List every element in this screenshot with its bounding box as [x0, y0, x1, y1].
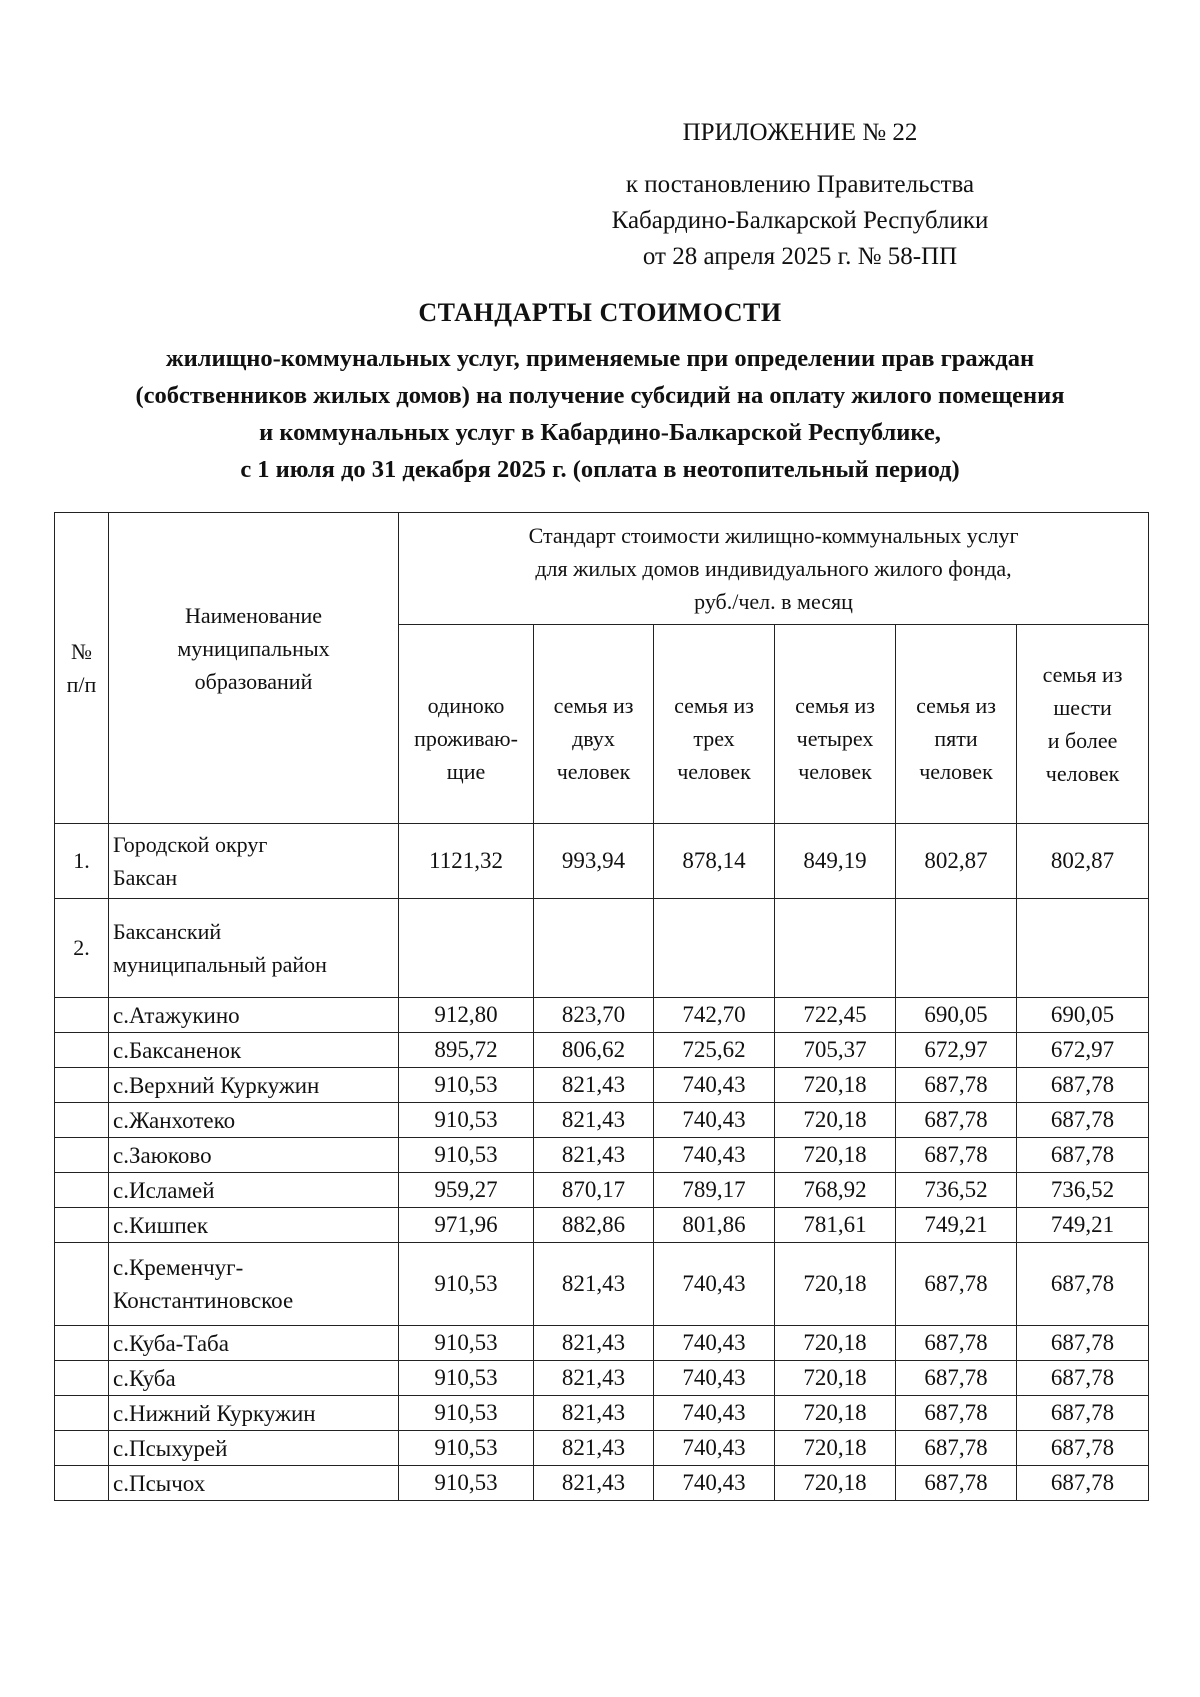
- row-index: [55, 1033, 109, 1068]
- row-value: 687,78: [896, 1068, 1017, 1103]
- row-value: 910,53: [399, 1431, 534, 1466]
- appendix-number: ПРИЛОЖЕНИЕ № 22: [682, 119, 918, 146]
- row-value: 849,19: [775, 824, 896, 899]
- row-value: 705,37: [775, 1033, 896, 1068]
- row-name: с.Исламей: [109, 1173, 399, 1208]
- subtitle-line: (собственников жилых домов) на получение субсидий на оплату жилого помещения: [135, 382, 1065, 409]
- table-body: [55, 824, 1149, 1501]
- row-value: 821,43: [534, 1243, 654, 1326]
- row-value: 910,53: [399, 1138, 534, 1173]
- row-value: 910,53: [399, 1466, 534, 1501]
- row-value: 806,62: [534, 1033, 654, 1068]
- row-value: 736,52: [896, 1173, 1017, 1208]
- row-value: 725,62: [654, 1033, 775, 1068]
- row-name: с.Псыхурей: [109, 1431, 399, 1466]
- table-row: [55, 1033, 1149, 1068]
- row-value: 687,78: [896, 1243, 1017, 1326]
- row-name: с.Нижний Куркужин: [109, 1396, 399, 1431]
- row-name: с.Жанхотеко: [109, 1103, 399, 1138]
- table-row: [55, 824, 1149, 899]
- row-value: 720,18: [775, 1361, 896, 1396]
- table-row: [55, 1466, 1149, 1501]
- table-row: [55, 1103, 1149, 1138]
- row-value: 687,78: [896, 1396, 1017, 1431]
- row-value: 768,92: [775, 1173, 896, 1208]
- subtitle-line: с 1 июля до 31 декабря 2025 г. (оплата в неотопительный период): [240, 456, 960, 483]
- row-value: 720,18: [775, 1466, 896, 1501]
- header-family-6-plus: семья из шести и более человек: [1017, 625, 1149, 824]
- row-value: 740,43: [654, 1466, 775, 1501]
- row-index: [55, 1208, 109, 1243]
- row-value: 802,87: [896, 824, 1017, 899]
- row-value: 910,53: [399, 1103, 534, 1138]
- row-value: 789,17: [654, 1173, 775, 1208]
- row-index: [55, 1431, 109, 1466]
- row-value: 910,53: [399, 1326, 534, 1361]
- row-value: [534, 899, 654, 998]
- subtitle-line: жилищно-коммунальных услуг, применяемые при определении прав граждан: [165, 345, 1035, 372]
- row-name: с.Верхний Куркужин: [109, 1068, 399, 1103]
- row-value: 821,43: [534, 1326, 654, 1361]
- row-value: 740,43: [654, 1243, 775, 1326]
- row-value: 687,78: [896, 1431, 1017, 1466]
- row-value: 720,18: [775, 1396, 896, 1431]
- row-value: 687,78: [1017, 1431, 1149, 1466]
- row-name: с.Баксаненок: [109, 1033, 399, 1068]
- table-header: [55, 513, 1149, 824]
- row-name: с.Куба: [109, 1361, 399, 1396]
- row-value: 910,53: [399, 1361, 534, 1396]
- appendix-date: от 28 апреля 2025 г. № 58-ПП: [642, 243, 958, 270]
- row-name: Городской округ Баксан: [109, 824, 399, 899]
- row-value: 742,70: [654, 998, 775, 1033]
- row-value: 720,18: [775, 1138, 896, 1173]
- row-value: 722,45: [775, 998, 896, 1033]
- row-index: [55, 998, 109, 1033]
- row-value: 895,72: [399, 1033, 534, 1068]
- row-value: 687,78: [896, 1103, 1017, 1138]
- row-value: 740,43: [654, 1138, 775, 1173]
- row-index: [55, 1103, 109, 1138]
- row-value: 720,18: [775, 1103, 896, 1138]
- row-index: [55, 1138, 109, 1173]
- row-value: 781,61: [775, 1208, 896, 1243]
- table-row: [55, 1243, 1149, 1326]
- row-value: 720,18: [775, 1243, 896, 1326]
- row-value: [775, 899, 896, 998]
- row-value: 687,78: [1017, 1138, 1149, 1173]
- row-value: 823,70: [534, 998, 654, 1033]
- row-value: 801,86: [654, 1208, 775, 1243]
- row-value: [1017, 899, 1149, 998]
- row-value: 993,94: [534, 824, 654, 899]
- document-subtitle: [40, 340, 1160, 488]
- appendix-republic: Кабардино-Балкарской Республики: [611, 207, 989, 234]
- header-single: одиноко проживаю- щие: [399, 625, 534, 824]
- row-value: [654, 899, 775, 998]
- row-name: с.Куба-Таба: [109, 1326, 399, 1361]
- row-index: 2.: [55, 899, 109, 998]
- row-value: 971,96: [399, 1208, 534, 1243]
- row-value: 870,17: [534, 1173, 654, 1208]
- row-index: [55, 1466, 109, 1501]
- document-title: СТАНДАРТЫ СТОИМОСТИ: [418, 298, 782, 327]
- row-value: 687,78: [1017, 1068, 1149, 1103]
- row-value: 802,87: [1017, 824, 1149, 899]
- row-name: с.Кишпек: [109, 1208, 399, 1243]
- header-family-2: семья из двух человек: [534, 625, 654, 824]
- row-value: 882,86: [534, 1208, 654, 1243]
- row-value: 687,78: [896, 1138, 1017, 1173]
- row-index: [55, 1243, 109, 1326]
- row-value: 959,27: [399, 1173, 534, 1208]
- table-row: [55, 1361, 1149, 1396]
- row-value: 687,78: [896, 1326, 1017, 1361]
- header-municipality: Наименование муниципальных образований: [109, 513, 399, 824]
- row-value: 687,78: [1017, 1103, 1149, 1138]
- table-row: [55, 998, 1149, 1033]
- row-value: 910,53: [399, 1243, 534, 1326]
- table-row: [55, 1208, 1149, 1243]
- row-value: 687,78: [1017, 1326, 1149, 1361]
- row-value: 821,43: [534, 1103, 654, 1138]
- table-row: [55, 1138, 1149, 1173]
- row-value: 720,18: [775, 1326, 896, 1361]
- row-name: с.Кременчуг- Константиновское: [109, 1243, 399, 1326]
- row-value: 821,43: [534, 1138, 654, 1173]
- row-value: 749,21: [896, 1208, 1017, 1243]
- row-value: [399, 899, 534, 998]
- row-value: 687,78: [896, 1361, 1017, 1396]
- row-value: 1121,32: [399, 824, 534, 899]
- header-cost-standard: Стандарт стоимости жилищно-коммунальных услуг для жилых домов индивидуального жилого фонда, руб./чел. в месяц: [399, 513, 1149, 625]
- row-value: 740,43: [654, 1396, 775, 1431]
- row-name: Баксанский муниципальный район: [109, 899, 399, 998]
- subtitle-line: и коммунальных услуг в Кабардино-Балкарской Республике,: [259, 419, 941, 446]
- row-value: 821,43: [534, 1431, 654, 1466]
- row-value: 672,97: [896, 1033, 1017, 1068]
- table-row: [55, 1068, 1149, 1103]
- row-value: 687,78: [1017, 1396, 1149, 1431]
- header-family-5: семья из пяти человек: [896, 625, 1017, 824]
- table-row: [55, 1431, 1149, 1466]
- row-value: 720,18: [775, 1068, 896, 1103]
- row-value: 690,05: [1017, 998, 1149, 1033]
- row-value: 687,78: [1017, 1466, 1149, 1501]
- table-row: [55, 1326, 1149, 1361]
- row-index: [55, 1173, 109, 1208]
- row-value: [896, 899, 1017, 998]
- row-index: 1.: [55, 824, 109, 899]
- row-value: 878,14: [654, 824, 775, 899]
- row-value: 740,43: [654, 1361, 775, 1396]
- row-value: 821,43: [534, 1361, 654, 1396]
- table-row: [55, 899, 1149, 998]
- row-value: 912,80: [399, 998, 534, 1033]
- cost-standards-table: [54, 512, 1149, 1501]
- row-value: 720,18: [775, 1431, 896, 1466]
- row-value: 821,43: [534, 1466, 654, 1501]
- table-row: [55, 1173, 1149, 1208]
- row-value: 740,43: [654, 1068, 775, 1103]
- row-index: [55, 1396, 109, 1431]
- row-value: 690,05: [896, 998, 1017, 1033]
- row-value: 910,53: [399, 1396, 534, 1431]
- row-value: 736,52: [1017, 1173, 1149, 1208]
- row-name: с.Заюково: [109, 1138, 399, 1173]
- row-value: 672,97: [1017, 1033, 1149, 1068]
- row-value: 821,43: [534, 1068, 654, 1103]
- table-row: [55, 1396, 1149, 1431]
- row-value: 687,78: [1017, 1361, 1149, 1396]
- row-index: [55, 1068, 109, 1103]
- appendix-resolution: к постановлению Правительства: [625, 171, 975, 198]
- row-value: 910,53: [399, 1068, 534, 1103]
- row-name: с.Атажукино: [109, 998, 399, 1033]
- row-value: 740,43: [654, 1326, 775, 1361]
- row-name: с.Псычох: [109, 1466, 399, 1501]
- header-number: № п/п: [55, 513, 109, 824]
- row-value: 687,78: [896, 1466, 1017, 1501]
- row-value: 821,43: [534, 1396, 654, 1431]
- row-value: 740,43: [654, 1103, 775, 1138]
- header-family-4: семья из четырех человек: [775, 625, 896, 824]
- row-value: 687,78: [1017, 1243, 1149, 1326]
- row-index: [55, 1361, 109, 1396]
- header-family-3: семья из трех человек: [654, 625, 775, 824]
- row-index: [55, 1326, 109, 1361]
- row-value: 740,43: [654, 1431, 775, 1466]
- row-value: 749,21: [1017, 1208, 1149, 1243]
